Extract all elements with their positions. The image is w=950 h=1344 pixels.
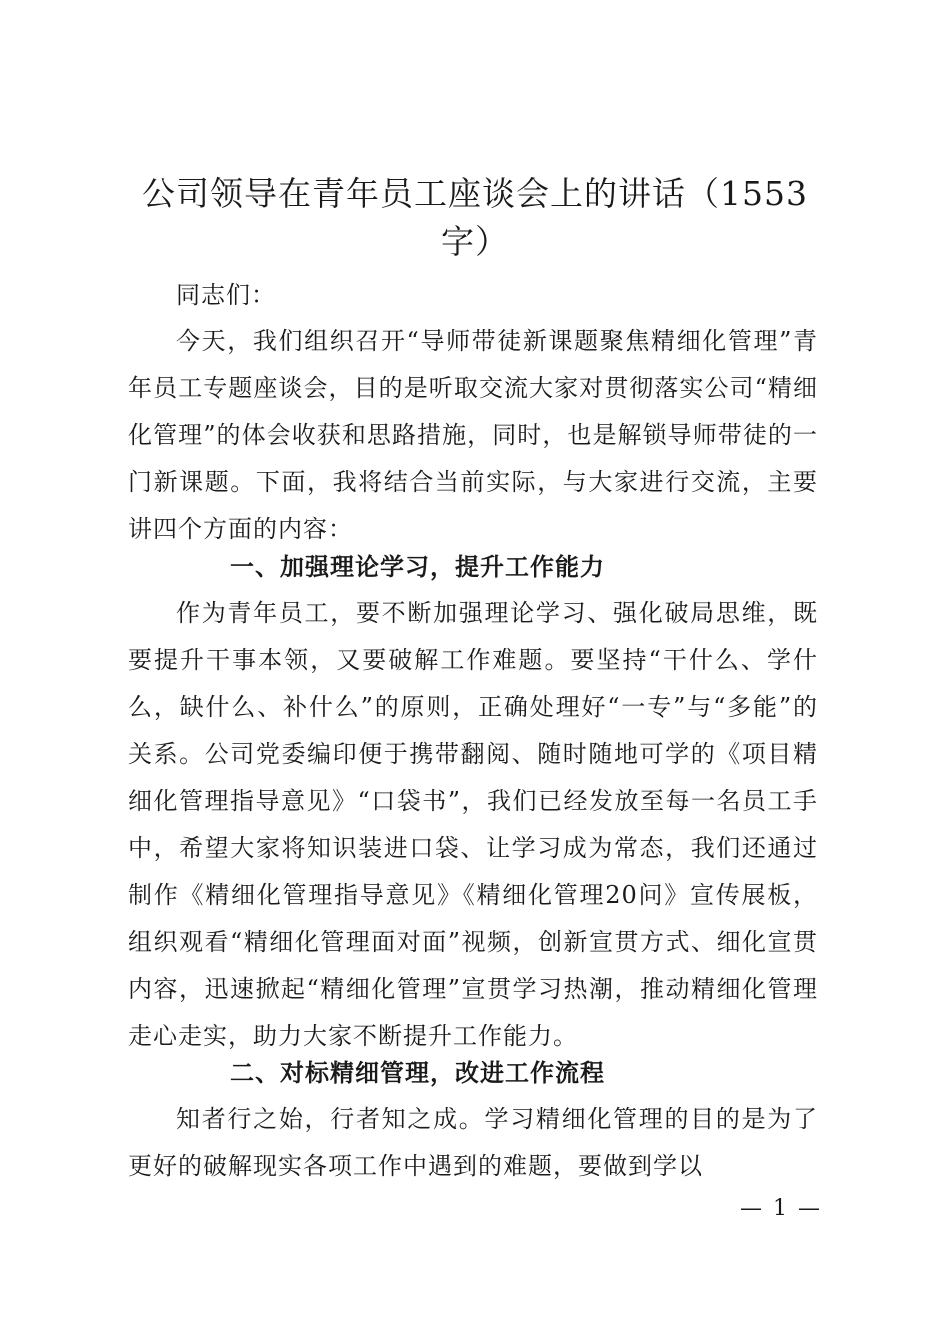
section-heading-1: 一、加强理论学习，提升工作能力 (230, 553, 605, 581)
section-paragraph-1: 作为青年员工，要不断加强理论学习、强化破局思维，既要提升干事本领，又要破解工作难题。要坚持“干什么、学什么，缺什么、补什么”的原则，正确处理好“一专”与“多能”的关系。公司党委编印便于携带翻阅、随时随地可学的《项目精细化管理指导意见》“口袋书”，我们已经发放至每一名员工手中，希望大家将知识装进口袋、让学习成为常态，我们还通过制作《精细化管理指导意见》《精细化管理20问》宣传展板，组织观看“精细化管理面对面”视频，创新宣贯方式、细化宣贯内容，迅速掀起“精细化管理”宣贯学习热潮，推动精细化管理走心走实，助力大家不断提升工作能力。 (128, 599, 818, 1050)
page-number: — 1 — (740, 1196, 822, 1221)
salutation: 同志们： (176, 281, 276, 309)
intro-paragraph: 今天，我们组织召开“导师带徒新课题聚焦精细化管理”青年员工专题座谈会，目的是听取交流大家对贯彻落实公司“精细化管理”的体会收获和思路措施，同时，也是解锁导师带徒的一门新课题。下面，我将结合当前实际，与大家进行交流，主要讲四个方面的内容： (128, 327, 818, 543)
section-paragraph-2: 知者行之始，行者知之成。学习精细化管理的目的是为了更好的破解现实各项工作中遇到的难题，要做到学以 (128, 1105, 818, 1180)
section-heading-2: 二、对标精细管理，改进工作流程 (230, 1059, 605, 1087)
document-title: 公司领导在青年员工座谈会上的讲话（1553字） (142, 174, 808, 261)
